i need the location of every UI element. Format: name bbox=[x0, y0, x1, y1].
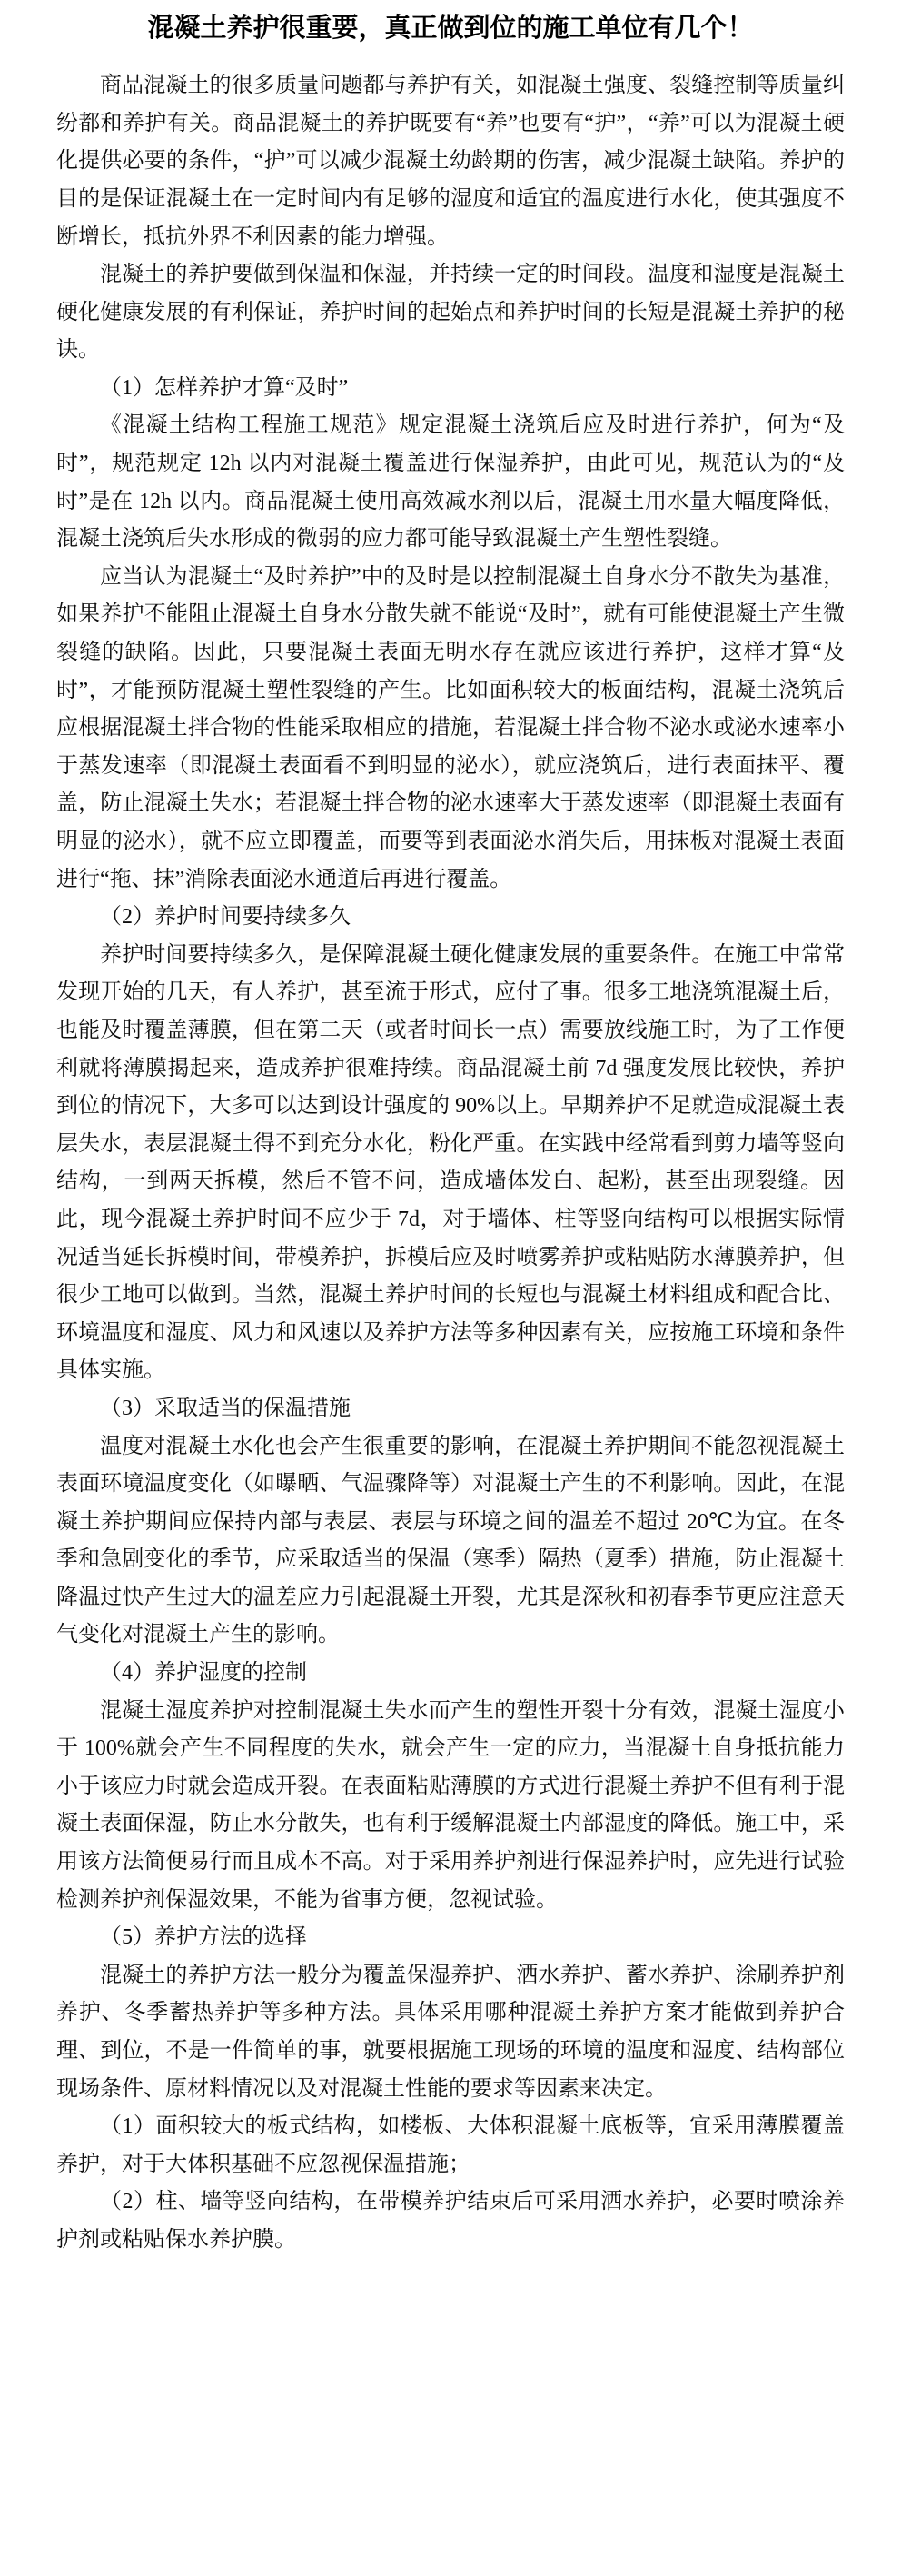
paragraph: 《混凝土结构工程施工规范》规定混凝土浇筑后应及时进行养护，何为“及时”，规范规定 12h 以内对混凝土覆盖进行保湿养护，由此可见，规范认为的“及时”是在 12h 以内。商品混凝土使用高效减水剂以后，混凝土用水量大幅度降低，混凝土浇筑后失水形成的微弱的应力都可能导致混凝土产生塑性裂缝。 bbox=[56, 413, 845, 552]
paragraph: 商品混凝土的很多质量问题都与养护有关，如混凝土强度、裂缝控制等质量纠纷都和养护有关。商品混凝土的养护既要有“养”也要有“护”，“养”可以为混凝土硬化提供必要的条件，“护”可以减少混凝土幼龄期的伤害，减少混凝土缺陷。养护的目的是保证混凝土在一定时间内有足够的湿度和适宜的温度进行水化，使其强度不断增长，抵抗外界不利因素的能力增强。 bbox=[56, 74, 845, 249]
paragraph: （2）柱、墙等竖向结构，在带模养护结束后可采用洒水养护，必要时喷涂养护剂或粘贴保水养护膜。 bbox=[56, 2190, 845, 2252]
section-heading: （4）养护湿度的控制 bbox=[100, 1661, 307, 1686]
paragraph: 混凝土的养护要做到保温和保湿，并持续一定的时间段。温度和湿度是混凝土硬化健康发展的有利保证，养护时间的起始点和养护时间的长短是混凝土养护的秘诀。 bbox=[56, 263, 845, 363]
section-heading: （3）采取适当的保温措施 bbox=[100, 1396, 351, 1420]
article-title: 混凝土养护很重要，真正做到位的施工单位有几个！ bbox=[147, 14, 754, 43]
section-heading: （1）怎样养护才算“及时” bbox=[100, 375, 349, 400]
paragraph: 混凝土的养护方法一般分为覆盖保湿养护、洒水养护、蓄水养护、涂刷养护剂养护、冬季蓄热养护等多种方法。具体采用哪种混凝土养护方案才能做到养护合理、到位，不是一件简单的事，就要根据施工现场的环境的温度和湿度、结构部位现场条件、原材料情况以及对混凝土性能的要求等因素来决定。 bbox=[56, 1963, 845, 2101]
paragraph: 温度对混凝土水化也会产生很重要的影响，在混凝土养护期间不能忽视混凝土表面环境温度变化（如曝晒、气温骤降等）对混凝土产生的不利影响。因此，在混凝土养护期间应保持内部与表层、表层与环境之间的温差不超过 20℃为宜。在冬季和急剧变化的季节，应采取适当的保温（寒季）隔热（夏季）措施，防止混凝土降温过快产生过大的温差应力引起混凝土开裂，尤其是深秋和初春季节更应注意天气变化对混凝土产生的影响。 bbox=[56, 1434, 845, 1647]
paragraph: 混凝土湿度养护对控制混凝土失水而产生的塑性开裂十分有效，混凝土湿度小于 100%就会产生不同程度的失水，就会产生一定的应力，当混凝土自身抵抗能力小于该应力时就会造成开裂。在表面粘贴薄膜的方式进行混凝土养护不但有利于混凝土表面保湿，防止水分散失，也有利于缓解混凝土内部湿度的降低。施工中，采用该方法简便易行而且成本不高。对于采用养护剂进行保湿养护时，应先进行试验检测养护剂保湿效果，不能为省事方便，忽视试验。 bbox=[56, 1698, 845, 1912]
paragraph: 应当认为混凝土“及时养护”中的及时是以控制混凝土自身水分不散失为基准，如果养护不能阻止混凝土自身水分散失就不能说“及时”，就有可能使混凝土产生微裂缝的缺陷。因此，只要混凝土表面无明水存在就应该进行养护，这样才算“及时”，才能预防混凝土塑性裂缝的产生。比如面积较大的板面结构，混凝土浇筑后应根据混凝土拌合物的性能采取相应的措施，若混凝土拌合物不泌水或泌水速率小于蒸发速率（即混凝土表面看不到明显的泌水），就应浇筑后，进行表面抹平、覆盖，防止混凝土失水；若混凝土拌合物的泌水速率大于蒸发速率（即混凝土表面有明显的泌水），就不应立即覆盖，而要等到表面泌水消失后，用抹板对混凝土表面进行“拖、抹”消除表面泌水通道后再进行覆盖。 bbox=[56, 564, 845, 891]
paragraph: 养护时间要持续多久，是保障混凝土硬化健康发展的重要条件。在施工中常常发现开始的几天，有人养护，甚至流于形式，应付了事。很多工地浇筑混凝土后，也能及时覆盖薄膜，但在第二天（或者时间长一点）需要放线施工时，为了工作便利就将薄膜揭起来，造成养护很难持续。商品混凝土前 7d 强度发展比较快，养护到位的情况下，大多可以达到设计强度的 90%以上。早期养护不足就造成混凝土表层失水，表层混凝土得不到充分水化，粉化严重。在实践中经常看到剪力墙等竖向结构，一到两天拆模，然后不管不问，造成墙体发白、起粉，甚至出现裂缝。因此，现今混凝土养护时间不应少于 7d，对于墙体、柱等竖向结构可以根据实际情况适当延长拆模时间，带模养护，拆模后应及时喷雾养护或粘贴防水薄膜养护，但很少工地可以做到。当然，混凝土养护时间的长短也与混凝土材料组成和配合比、环境温度和湿度、风力和风速以及养护方法等多种因素有关，应按施工环境和条件具体实施。 bbox=[56, 942, 845, 1383]
paragraph: （1）面积较大的板式结构，如楼板、大体积混凝土底板等，宜采用薄膜覆盖养护，对于大体积基础不应忽视保温措施； bbox=[56, 2114, 845, 2176]
section-heading: （2）养护时间要持续多久 bbox=[100, 905, 351, 930]
section-heading: （5）养护方法的选择 bbox=[100, 1925, 307, 1950]
article-body bbox=[56, 67, 845, 2259]
